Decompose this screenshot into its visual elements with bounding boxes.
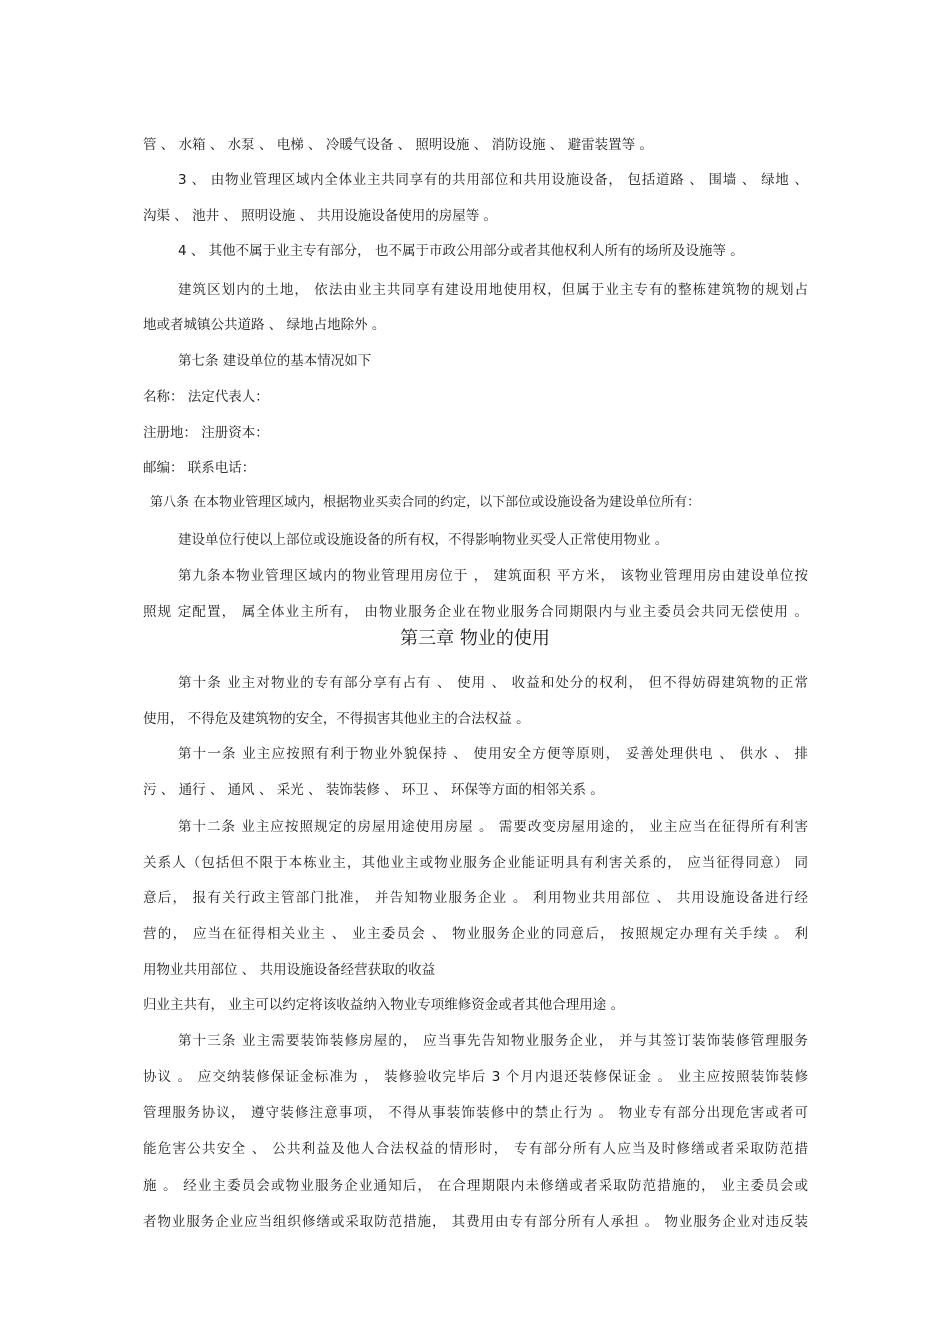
text-line: 污 、 通行 、 通风 、 采光 、 装饰装修 、 环卫 、 环保等方面的相邻关系 。 bbox=[143, 782, 604, 798]
text-line: 照规 定配置， 属全体业主所有， 由物业服务企业在物业服务合同期限内与业主委员会共同无偿使用 。 bbox=[143, 604, 808, 620]
text-line: 者物业服务企业应当组织修缮或采取防范措施， 其费用由专有部分所有人承担 。 物业服务企业对违反装 bbox=[143, 1214, 808, 1230]
text-line: 第十三条 业主需要装饰装修房屋的， 应当事先告知物业服务企业， 并与其签订装饰装修管理服务 bbox=[178, 1033, 808, 1049]
text-line: 第十二条 业主应按照规定的房屋用途使用房屋 。 需要改变房屋用途的， 业主应当在征得所有利害 bbox=[178, 819, 808, 835]
chapter-heading: 第三章 物业的使用 bbox=[400, 628, 550, 649]
text-line: 用物业共用部位 、 共用设施设备经营获取的收益 bbox=[143, 962, 436, 978]
text-line: 施 。 经业主委员会或物业服务企业通知后， 在合理期限内未修缮或者采取防范措施的， 业主委员会或 bbox=[143, 1178, 808, 1194]
text-line: 地或者城镇公共道路 、 绿地占地除外 。 bbox=[143, 317, 386, 333]
text-line: 第九条本物业管理区域内的物业管理用房位于 ， 建筑面积 平方米， 该物业管理用房由建设单位按 bbox=[178, 568, 808, 584]
text-line: 管 、 水箱 、 水泵 、 电梯 、 冷暖气设备 、 照明设施 、 消防设施 、 避雷装置等 。 bbox=[143, 137, 653, 153]
text-line: 邮编： 联系电话： bbox=[143, 460, 256, 476]
text-line: 协议 。 应交纳装修保证金标准为 ， 装修验收完毕后 3 个月内退还装修保证金 。 业主应按照装饰装修 bbox=[143, 1069, 808, 1085]
text-line: 归业主共有， 业主可以约定将该收益纳入物业专项维修资金或者其他合理用途 。 bbox=[143, 997, 625, 1013]
text-line: 能危害公共安全 、 公共利益及他人合法权益的情形时， 专有部分所有人应当及时修缮或者采取防范措 bbox=[143, 1141, 808, 1157]
text-line: 营的， 应当在征得相关业主 、 业主委员会 、 物业服务企业的同意后， 按照规定办理有关手续 。 利 bbox=[143, 926, 808, 942]
text-line: 沟渠 、 池井 、 照明设施 、 共用设施设备使用的房屋等 。 bbox=[143, 208, 498, 224]
text-line: 第七条 建设单位的基本情况如下 bbox=[178, 353, 372, 369]
text-line: 3 、 由物业管理区域内全体业主共同享有的共用部位和共用设施设备， 包括道路 、 围墙 、 绿地 、 bbox=[178, 172, 808, 188]
text-line: 关系人（包括但不限于本栋业主，其他业主或物业服务企业能证明具有利害关系的， 应当征得同意） 同 bbox=[143, 855, 808, 871]
text-line: 名称： 法定代表人： bbox=[143, 389, 269, 405]
text-line: 第八条 在本物业管理区域内，根据物业买卖合同的约定，以下部位或设施设备为建设单位所有： bbox=[150, 495, 701, 510]
text-line: 注册地： 注册资本： bbox=[143, 425, 269, 441]
text-line: 建设单位行使以上部位或设施设备的所有权，不得影响物业买受人正常使用物业 。 bbox=[178, 532, 669, 548]
text-line: 建筑区划内的土地， 依法由业主共同享有建设用地使用权，但属于业主专有的整栋建筑物的规划占 bbox=[178, 282, 808, 298]
text-line: 意后， 报有关行政主管部门批准， 并告知物业服务企业 。 利用物业共用部位 、 共用设施设备进行经 bbox=[143, 890, 808, 906]
text-line: 管理服务协议， 遵守装修注意事项， 不得从事装饰装修中的禁止行为 。 物业专有部分出现危害或者可 bbox=[143, 1105, 808, 1121]
text-line: 第十条 业主对物业的专有部分享有占有 、 使用 、 收益和处分的权利， 但不得妨碍建筑物的正常 bbox=[178, 675, 808, 691]
text-line: 4 、 其他不属于业主专有部分， 也不属于市政公用部分或者其他权利人所有的场所及设施等 。 bbox=[178, 243, 744, 259]
text-line: 使用， 不得危及建筑物的安全，不得损害其他业主的合法权益 。 bbox=[143, 711, 530, 727]
text-line: 第十一条 业主应按照有利于物业外貌保持 、 使用安全方便等原则， 妥善处理供电 、 供水 、 排 bbox=[178, 746, 808, 762]
